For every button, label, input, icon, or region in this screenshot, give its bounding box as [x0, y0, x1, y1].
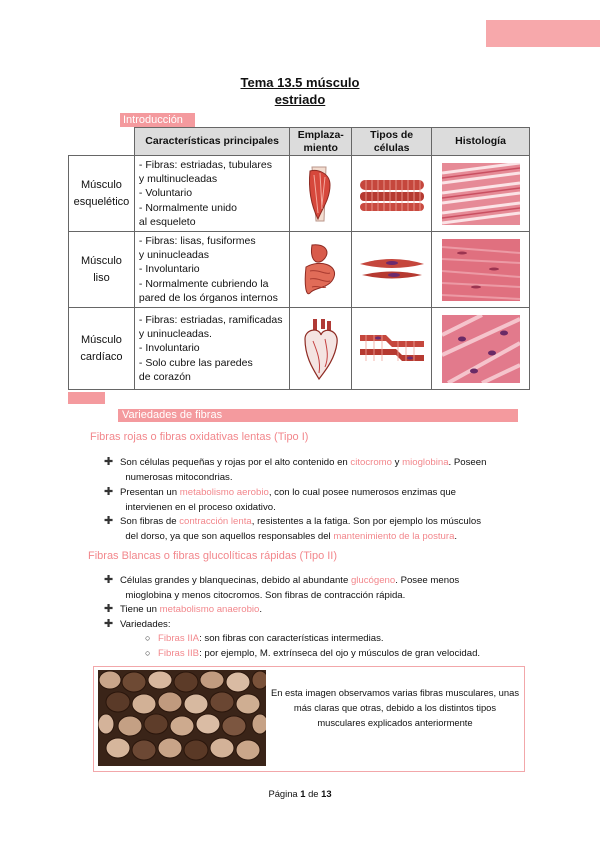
table-row: [69, 232, 530, 308]
skeletal-cells-image: [356, 174, 428, 214]
row-name-esqueletico: Músculo esquelético: [69, 156, 135, 232]
type1-bullet-1: Son células pequeñas y rojas por el alto contenido en citocromo y mioglobina. Poseen numerosas mitocondrias.: [120, 457, 487, 483]
row-chars-liso: - Fibras: lisas, fusiformes y uninucleadas - Involuntario - Normalmente cubriendo la pared de los órganos internos: [134, 232, 289, 308]
cardiac-histology-image: [442, 315, 520, 383]
cell-type-cell: [352, 232, 432, 308]
header-caracteristicas: Características principales: [134, 128, 289, 156]
circle-bullet-icon: ○: [145, 648, 151, 658]
row-name-cardiaco: Músculo cardíaco: [69, 308, 135, 390]
digestive-organs-image: [300, 241, 342, 299]
skeletal-histology-image: [442, 163, 520, 225]
skeletal-limb-image: [304, 165, 338, 223]
location-cell: [290, 232, 352, 308]
type2-bullet-1: Células grandes y blanquecinas, debido al abundante glucógeno. Posee menos mioglobina y menos citocromos. Son fibras de contracción rápida.: [120, 575, 460, 601]
row-name-liso: Músculo liso: [69, 232, 135, 308]
bullet-arrow-icon: ✚: [104, 602, 114, 615]
row-chars-cardiaco: - Fibras: estriadas, ramificadas y uninucleadas. - Involuntario - Solo cubre las paredes de corazón: [134, 308, 289, 390]
location-cell: [290, 156, 352, 232]
pink-marker-block: [68, 392, 105, 404]
bullet-arrow-icon: ✚: [104, 514, 114, 527]
type2-bullet-2: Tiene un metabolismo anaerobio.: [120, 604, 263, 615]
table-row: [69, 308, 530, 390]
bullet-arrow-icon: ✚: [104, 573, 114, 586]
type1-bullet-2: Presentan un metabolismo aerobio, con lo cual posee numerosos enzimas que intervienen en el proceso oxidativo.: [120, 487, 456, 513]
section-label-introduccion: Introducción: [120, 113, 195, 127]
heading-tipo-2: Fibras Blancas o fibras glucolíticas rápidas (Tipo II): [88, 550, 338, 562]
page-footer: Página 1 de 13: [268, 788, 332, 799]
bullet-arrow-icon: ✚: [104, 617, 114, 630]
histology-cell: [432, 308, 530, 390]
table-header-row: [69, 128, 530, 156]
smooth-cells-image: [356, 250, 428, 290]
type1-bullet-3: Son fibras de contracción lenta, resistentes a la fatiga. Son por ejemplo los músculos del dorso, ya que son aquellos responsables del mantenimiento de la postura.: [120, 516, 482, 542]
page-title: Tema 13.5 músculo: [240, 75, 360, 90]
header-accent-bar: [486, 20, 600, 47]
section-label-variedades: Variedades de fibras: [118, 409, 518, 422]
header-tipos-celulas: Tipos de células: [352, 128, 432, 156]
type2-sub-2: Fibras IIB: por ejemplo, M. extrínseca del ojo y músculos de gran velocidad.: [158, 648, 481, 659]
location-cell: [290, 308, 352, 390]
table-row: [69, 156, 530, 232]
row-chars-esqueletico: - Fibras: estriadas, tubulares y multinucleadas - Voluntario - Normalmente unido al esqueleto: [134, 156, 289, 232]
histology-cell: [432, 232, 530, 308]
cell-type-cell: [352, 308, 432, 390]
header-histologia: Histología: [432, 128, 530, 156]
muscle-fibers-micrograph: [98, 670, 266, 766]
smooth-histology-image: [442, 239, 520, 301]
heading-tipo-1: Fibras rojas o fibras oxidativas lentas (Tipo I): [90, 431, 309, 443]
type2-sub-1: Fibras IIA: son fibras con características intermedias.: [158, 633, 384, 644]
circle-bullet-icon: ○: [145, 633, 151, 643]
cardiac-cells-image: [356, 327, 428, 371]
page-title-line2: estriado: [274, 92, 326, 107]
heart-image: [299, 317, 343, 381]
muscle-types-table: [68, 127, 530, 390]
type2-bullet-3: Variedades:: [120, 619, 171, 630]
cell-type-cell: [352, 156, 432, 232]
empty-header-cell: [69, 128, 135, 156]
header-emplazamiento: Emplaza- miento: [290, 128, 352, 156]
bullet-arrow-icon: ✚: [104, 455, 114, 468]
histology-cell: [432, 156, 530, 232]
bullet-arrow-icon: ✚: [104, 485, 114, 498]
image-caption: En esta imagen observamos varias fibras musculares, unas más claras que otras, debido a los distintos tipos musculares explicados anteriormente: [270, 687, 520, 728]
